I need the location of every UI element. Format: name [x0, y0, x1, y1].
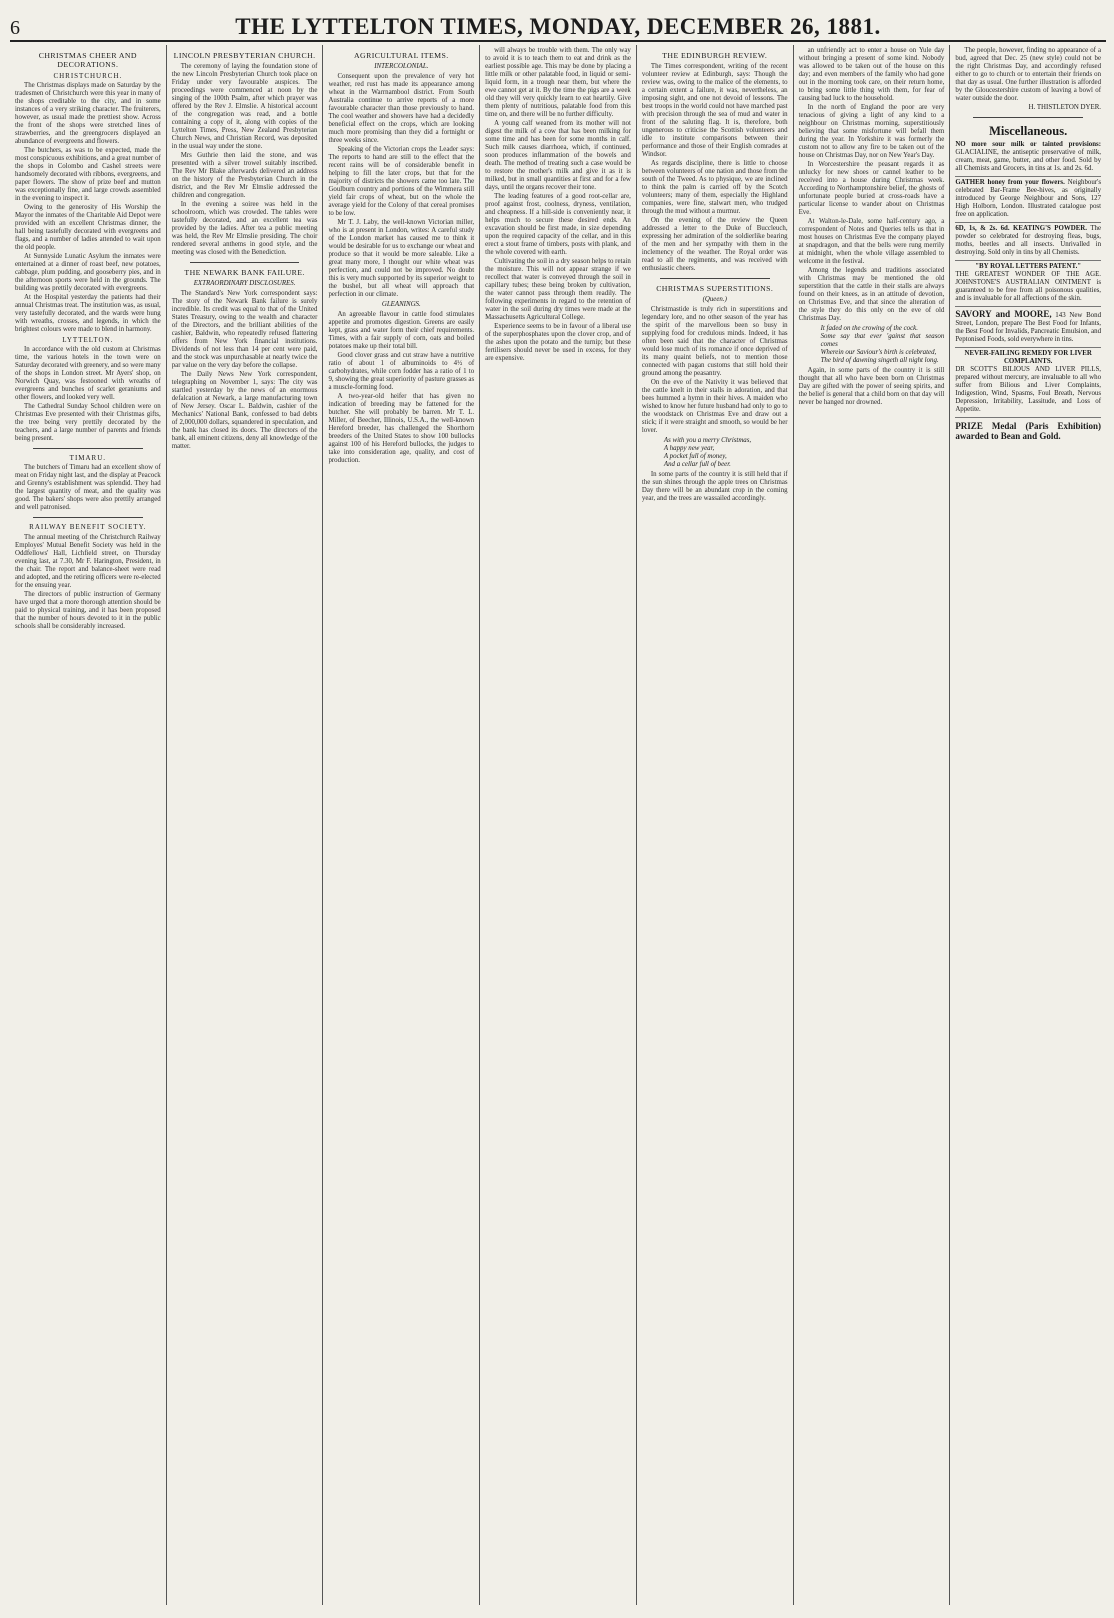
paragraph: Mrs Guthrie then laid the stone, and was presented with a silver trowel suitably inscribed. The Rev Mr Blake afterwards delivered an address on the history of the Presbyterian Church in the district, and the Rev Mr Elmslie addressed the children and congregation. — [171, 152, 318, 200]
paragraph: Again, in some parts of the country it is still thought that all who have been born on Christmas Day are gifted with the power of seeing spirits, and the belief is general that a child born on that day will never be hanged nor drowned. — [798, 367, 945, 406]
advertisement — [955, 309, 1101, 348]
paragraph: Cultivating the soil in a dry season helps to retain the moisture. This will not appear strange if we recollect that water is conveyed through the soil in capillary tubes; these being broken by cultivation, the water cannot pass through them readily. The following experiments in regard to the retention of water in the soil during dry times were made at the Massachusetts Agricultural College. — [485, 258, 631, 321]
paragraph: The butchers of Timaru had an excellent show of meat on Friday night last, and the display at Peacock and Grenny's establishment was splendid. They had the largest quantity of meat, and the quality was good. The bakers' shops were also prettily arranged and well patronised. — [15, 464, 161, 512]
paragraph: The Standard's New York correspondent says: The story of the Newark Bank failure is surely incredible. Its credit was equal to that of the United States Treasury, owing to the wealth and character of the Directors, and the brilliant abilities of the cashier, Baldwin, who repeatedly refused flattering offers from New York financial institutions. Dividends of not less than 14 per cent were paid, and the stock was unpurchasable at nearly twice the par value on the very day before the collapse. — [171, 290, 318, 370]
verse-line: As with you a merry Christmas, — [663, 437, 752, 445]
column-7 — [950, 45, 1106, 1605]
paragraph: The people, however, finding no appearance of a bud, agreed that Dec. 25 (new style) could not be the right Christmas Day, and accordingly refused either to go to church or to entertain their friends on that day as usual. One further illustration is afforded by the Gloucestershire custom of leaving a bowl of water outside the door. — [955, 47, 1102, 102]
ad-lead: SAVORY and MOORE, — [955, 308, 1052, 319]
section-subheading: CHRISTCHURCH. — [53, 72, 123, 81]
column-6 — [794, 45, 951, 1605]
newspaper-title: THE LYTTELTON TIMES, MONDAY, DECEMBER 26, 1881. — [235, 14, 881, 39]
divider — [660, 278, 770, 279]
article-title: LINCOLN PRESBYTERIAN CHURCH. — [173, 51, 316, 60]
paragraph: will always be trouble with them. The only way to avoid it is to teach them to eat and drink as the earliest possible age. This may be done by placing a little milk or other palatable food, in liquid or semi-liquid form, in a trough near them, but where the ewe cannot get at it. By the time the pigs are a week old they will very quickly learn to eat heartily. Give them plenty of nutritious, palatable food from this time on, and there will be no further difficulty. — [485, 47, 631, 118]
verse-line: Wherein our Saviour's birth is celebrated, — [820, 349, 937, 356]
paragraph: Owing to the generosity of His Worship the Mayor the inmates of the Charitable Aid Depot were provided with an excellent Christmas dinner, the hall being tastefully decorated with evergreens and flags, and a number of ladies attended to wait upon the old people. — [15, 204, 161, 252]
paragraph: Experience seems to be in favour of a liberal use of the superphosphates upon the clover crop, and of the ashes upon the potato and the turnip; but these fertilisers should never be used in excess, for they are expensive. — [485, 323, 631, 362]
ad-body: 143 New Bond Street, London, prepare The Best Food for Infants, the Best Food for Invalids, Pancreatic Emulsion, and Peptonised Foods, sold everywhere in tins. — [955, 311, 1102, 343]
paragraph: As regards discipline, there is little to choose between volunteers of one nation and those from the south of the Tweed. As to physique, we are inclined to think the palm is carried off by the Scotch volunteers; many of them, especially the Highland companies, were fine, stalwart men, who trudged through the mud without a murmur. — [641, 160, 788, 216]
columns — [10, 45, 1106, 1605]
paragraph: On the eve of the Nativity it was believed that the cattle knelt in their stalls in adoration, and that bees hummed a hymn in their hives. A maiden who wished to know her future husband had only to go to the woodstack on Christmas Eve and draw out a stick; if it were straight and smooth, so would be her lover. — [641, 379, 788, 435]
paragraph: The butchers, as was to be expected, made the most conspicuous exhibitions, and a great number of the shops in Colombo and Cashel streets were handsomely decorated with ribbons, evergreens, and paper flowers. The show of prize beef and mutton was exceptionally fine, and large crowds assembled in the evening to inspect it. — [15, 147, 161, 203]
article-subheading: INTERCOLONIAL. — [374, 63, 429, 71]
masthead — [10, 6, 1106, 42]
column-2 — [167, 45, 324, 1605]
article-subheading: EXTRAORDINARY DISCLOSURES. — [193, 280, 296, 288]
column-4 — [480, 45, 637, 1605]
paragraph: Speaking of the Victorian crops the Leader says: The reports to hand are still to the effect that the recent rains will be of considerable benefit in helping to fill the later crops, but that for the majority of districts the showers came too late. The Goulburn country and portions of the Wimmera still yield fair crops of wheat, but on the whole the average yield for the Colony of that cereal promises to be low. — [328, 146, 475, 218]
ad-lead: NEVER-FAILING REMEDY FOR LIVER COMPLAINTS. — [964, 349, 1092, 365]
article-title: CHRISTMAS SUPERSTITIONS. — [656, 284, 774, 294]
ad-lead: GATHER honey from your flowers. — [955, 178, 1065, 186]
article-title: THE NEWARK BANK FAILURE. — [184, 268, 305, 278]
paragraph: Mr T. J. Laby, the well-known Victorian miller, who is at present in London, writes: A careful study of the London market has caused me to think it would be desirable for us to exchange our wheat and produce so that it would be more saleable. Like a great many more, I thought our white wheat was perfection, and could not be improved. No doubt this is very much supported by its superior weight to the bushel, but all wheat will approach that perfection in our climate. — [328, 219, 475, 299]
paragraph: In some parts of the country it is still held that if the sun shines through the apple trees on Christmas Day there will be an abundant crop in the coming year, and the trees are wassailed accordingly. — [641, 471, 788, 503]
verse-line: A happy new year, — [663, 445, 715, 453]
verse — [821, 325, 945, 365]
verse-line: And a cellar full of beer. — [663, 461, 731, 469]
paragraph: In accordance with the old custom at Christmas time, the various hotels in the town were on Saturday decorated with greenery, and so were many of the shops in London street. Mr Ayers' shop, on Norwich Quay, was festooned with wreaths of evergreens and bunches of scarlet geraniums and other flowers, and looked very well. — [15, 346, 161, 402]
section-subheading: TIMARU. — [69, 454, 107, 463]
paragraph: The Cathedral Sunday School children were on Christmas Eve presented with their Christmas gifts, the tree being very prettily decorated by the teachers, and a large number of parents and friends being present. — [15, 403, 161, 443]
divider — [33, 448, 143, 449]
page-number: 6 — [10, 17, 20, 39]
paragraph: Consequent upon the prevalence of very hot weather, red rust has made its appearance among wheat in the Warrnambool district. From South Australia continue to arrive reports of a more favourable character than those previously to hand. The cool weather and showers have had a decidedly beneficial effect on the crops, which are looking much more promising than they did a fortnight or three weeks since. — [328, 73, 475, 145]
paragraph: A two-year-old heifer that has given no indication of breeding may be fattened for the butcher. She will probably be barren. Mr T. L. Miller, of Beecher, Illinois, U.S.A., the well-known Hereford breeder, has challenged the Shorthorn breeders of the United States to show 100 bullocks against 100 of his Hereford bullocks, the judges to take into consideration age, quality, and cost of production. — [328, 393, 475, 465]
article-subheading: (Queen.) — [702, 296, 727, 304]
divider — [33, 517, 143, 518]
article-subheading: GLEANINGS. — [381, 301, 421, 309]
paragraph: In the north of England the poor are very tenacious of giving a light of any kind to a neighbour on Christmas morning, superstitiously believing that some misfortune will befall them during the year. In Yorkshire it was formerly the custom not to allow any fire to be taken out of the house on Christmas Day, nor on New Year's Day. — [798, 104, 945, 159]
verse-line: The bird of dawning singeth all night long. — [820, 357, 939, 364]
verse-line: Some say that ever 'gainst that season comes — [820, 333, 945, 348]
paragraph: A young calf weaned from its mother will not digest the milk of a cow that has been milking for some time and has been for some months in calf. Such milk causes diarrhoea, which, if continued, soon produces inflammation of the bowels and death. The method of treating such a case would be to restore the mother's milk and give it as it is milked, but in small quantities at first and for a few days, until the organs recover their tone. — [485, 120, 631, 191]
column-3 — [323, 45, 480, 1605]
advertisement — [955, 350, 1101, 418]
divider — [973, 117, 1083, 118]
advertisement — [955, 179, 1101, 223]
paragraph: At Sunnyside Lunatic Asylum the inmates were entertained at a dinner of roast beef, new potatoes, cabbage, plum pudding, and gooseberry pies, and in the afternoon sports were held in the grounds. The building was prettily decorated with evergreens. — [15, 253, 161, 293]
paragraph: On the evening of the review the Queen addressed a letter to the Duke of Buccleuch, expressing her admiration of the soldierlike bearing of the men and her sympathy with them in the inclemency of the weather. The Royal order was read to all the regiments, and was received with enthusiastic cheers. — [641, 217, 788, 273]
paragraph: The ceremony of laying the foundation stone of the new Lincoln Presbyterian Church took place on Friday under very favourable auspices. The proceedings were commenced at noon by the singing of the 100th Psalm, after which prayer was offered by the Rev J. Elmslie. A historical account of the congregation was read, and a bottle containing a copy of it, along with copies of the Lyttelton Times, Press, New Zealand Presbyterian Church News, and Christian Record, was deposited in the usual way under the stone. — [171, 63, 318, 151]
article-title: CHRISTMAS CHEER AND DECORATIONS. — [38, 51, 137, 70]
verse — [664, 437, 788, 469]
ad-lead: 6D, 1s, & 2s. 6d. KEATING'S POWDER. — [955, 224, 1087, 232]
column-1 — [10, 45, 167, 1605]
paragraph: The Daily News New York correspondent, telegraphing on November 1, says: The city was startled yesterday by the news of an enormous defalcation at Newark, a large manufacturing town of New Jersey. Oscar L. Baldwin, cashier of the Mechanics' National Bank, confessed to bad debts of 2,000,000 dollars, squandered in speculation, and the bank has closed its doors. The directors of the bank, all eminent citizens, deny all knowledge of the matter. — [171, 371, 318, 451]
paragraph: The Christmas displays made on Saturday by the tradesmen of Christchurch were this year in many of the shops creditable to the city, and in some instances of a very striking character. The fruiterers, however, as usual made the prettiest show. Across the front of the shops were stretched lines of strawberries, and the greengrocers displayed an abundance of evergreens and flowers. — [15, 82, 161, 146]
paragraph: Christmastide is truly rich in superstitions and legendary lore, and no other season of the year has the spirit of the marvellous been so busy in supplying food for credulous minds. Indeed, it has often been said that the character of Christmas would lose much of its romance if once deprived of its many quaint beliefs, not to mention those connected with pagan customs that still hold their ground among the peasantry. — [641, 306, 788, 378]
paragraph: In the evening a soiree was held in the schoolroom, which was crowded. The tables were tastefully decorated, and an excellent tea was provided by the ladies. After tea a public meeting was held, the Rev Mr Elmslie presiding. The choir rendered several anthems in good style, and the meeting was closed with the Benediction. — [171, 201, 318, 257]
paragraph: In Worcestershire the peasant regards it as unlucky for new shoes or cannel leather to be received into a house during Christmas week. According to Northamptonshire belief, the ghosts of unfortunate people buried at cross-roads have a particular license to wander about on Christmas Eve. — [798, 161, 945, 216]
advertisement — [955, 263, 1101, 307]
paragraph: The Times correspondent, writing of the recent volunteer review at Edinburgh, says: Though the review was, owing to the malice of the elements, to a certain extent a failure, it was, nevertheless, an imposing sight, and one not devoid of lessons. The best troops in the world could not have marched past with precision through the sea of mud and water in front of the saluting flag. It is, therefore, both ungenerous to criticise the Scottish volunteers and idle to institute comparisons between their performance and those of their English comrades at Windsor. — [641, 63, 788, 159]
column-5 — [637, 45, 794, 1605]
ad-lead: "BY ROYAL LETTERS PATENT." — [975, 262, 1082, 270]
paragraph: An agreeable flavour in cattle food stimulates appetite and promotes digestion. Greens are easily kept, grass and water form their chief requirements. Times, with a fair supply of corn, oats and boiled potatoes make up their total bill. — [328, 311, 475, 351]
advertisement — [955, 225, 1101, 261]
verse-line: It faded on the crowing of the cock. — [820, 325, 918, 332]
paragraph: At the Hospital yesterday the patients had their annual Christmas treat. The institution was, as usual, very tastefully decorated, and the wards were hung with wreaths, crosses, and legends, in which the brightest colours were made to blend in harmony. — [15, 294, 161, 334]
article-signature: H. THISTLETON DYER. — [1028, 104, 1102, 111]
advertisement — [955, 141, 1101, 177]
ad-body: Neighbour's celebrated Bar-Frame Bee-hives, as originally introduced by George Neighbour and Sons, 127 High Holborn, London. Illustrated catalogue post free on application. — [955, 178, 1102, 218]
paragraph: At Walton-le-Dale, some half-century ago, a correspondent of Notes and Queries tells us that in most houses on Christmas Eve the company played at snapdragon, and that the bells were rung merrily at midnight, when the whole village assembled to welcome in the festival. — [798, 218, 945, 265]
article-title: AGRICULTURAL ITEMS. — [354, 51, 449, 60]
ad-footer: PRIZE Medal (Paris Exhibition) awarded to Bean and Gold. — [955, 420, 1102, 441]
ad-body: DR SCOTT'S BILIOUS AND LIVER PILLS, prepared without mercury, are invaluable to all who suffer from Bilious and Liver Complaints, Indigestion, Wind, Spasms, Foul Breath, Nervous Depression, Irritability, Lassitude, and Loss of Appetite. — [955, 365, 1102, 413]
paragraph: Among the legends and traditions associated with Christmas may be mentioned the old superstition that the cattle in their stalls are always found on their knees, as in an attitude of devotion, on Christmas Eve, and that since the alteration of the style they do this only on the eve of old Christmas Day. — [798, 267, 945, 322]
section-subheading: RAILWAY BENEFIT SOCIETY. — [29, 523, 147, 532]
ad-lead: NO more sour milk or tainted provisions: — [955, 140, 1102, 148]
section-heading: Miscellaneous. — [989, 124, 1068, 138]
verse-line: A pocket full of money, — [663, 453, 727, 461]
divider — [190, 262, 300, 263]
paragraph: The directors of public instruction of Germany have urged that a more thorough attention should be paid to physical training, and it has been proposed that the number of hours devoted to it in the public schools shall be considerably increased. — [15, 590, 161, 630]
ad-body: GLACIALINE, the antiseptic preservative of milk, cream, meat, game, butter, and other food. Sold by all Chemists and Grocers, in tins at 1s. and 2s. 6d. — [955, 148, 1102, 172]
paragraph: The leading features of a good root-cellar are, proof against frost, coolness, dryness, ventilation, and cheapness. If a hill-side is conveniently near, it helps much to secure these desired ends. An excavation should be first made, in size depending upon the required capacity of the cellar, and in this erect a stout frame of timbers, posts with plank, and the whole covered with earth. — [485, 193, 631, 256]
ad-body: THE GREATEST WONDER OF THE AGE. JOHNSTONE'S AUSTRALIAN OINTMENT is guaranteed to be free from all poisonous qualities, and is invaluable for all affections of the skin. — [955, 270, 1102, 302]
paragraph: an unfriendly act to enter a house on Yule day without bringing a present of some kind. Nobody was allowed to be taken out of the house on this day; and even members of the family who had gone out in the morning took care, on their return home, to bring some little thing with them, for fear of causing bad luck to the household. — [798, 47, 945, 102]
ad-body: The powder so celebrated for destroying fleas, bugs, moths, beetles and all insects. Unrivalled in destroying. Sold only in tins by all Chemists. — [955, 224, 1102, 256]
paragraph: Good clover grass and cut straw have a nutritive ratio of about 1 of albuminoids to 4½ of carbohydrates, while corn fodder has a ratio of 1 to 9, showing the great superiority of pasture grasses as a muscle-forming food. — [328, 352, 475, 392]
article-title: THE EDINBURGH REVIEW. — [662, 51, 768, 60]
section-subheading: LYTTELTON. — [62, 336, 114, 345]
paragraph: The annual meeting of the Christchurch Railway Employes' Mutual Benefit Society was held in the Oddfellows' Hall, Lichfield street, on Thursday evening last, at 7.30, Mr F. Harington, President, in the chair. The report and balance-sheet were read and adopted, and the retiring officers were re-elected for the ensuing year. — [15, 533, 161, 589]
